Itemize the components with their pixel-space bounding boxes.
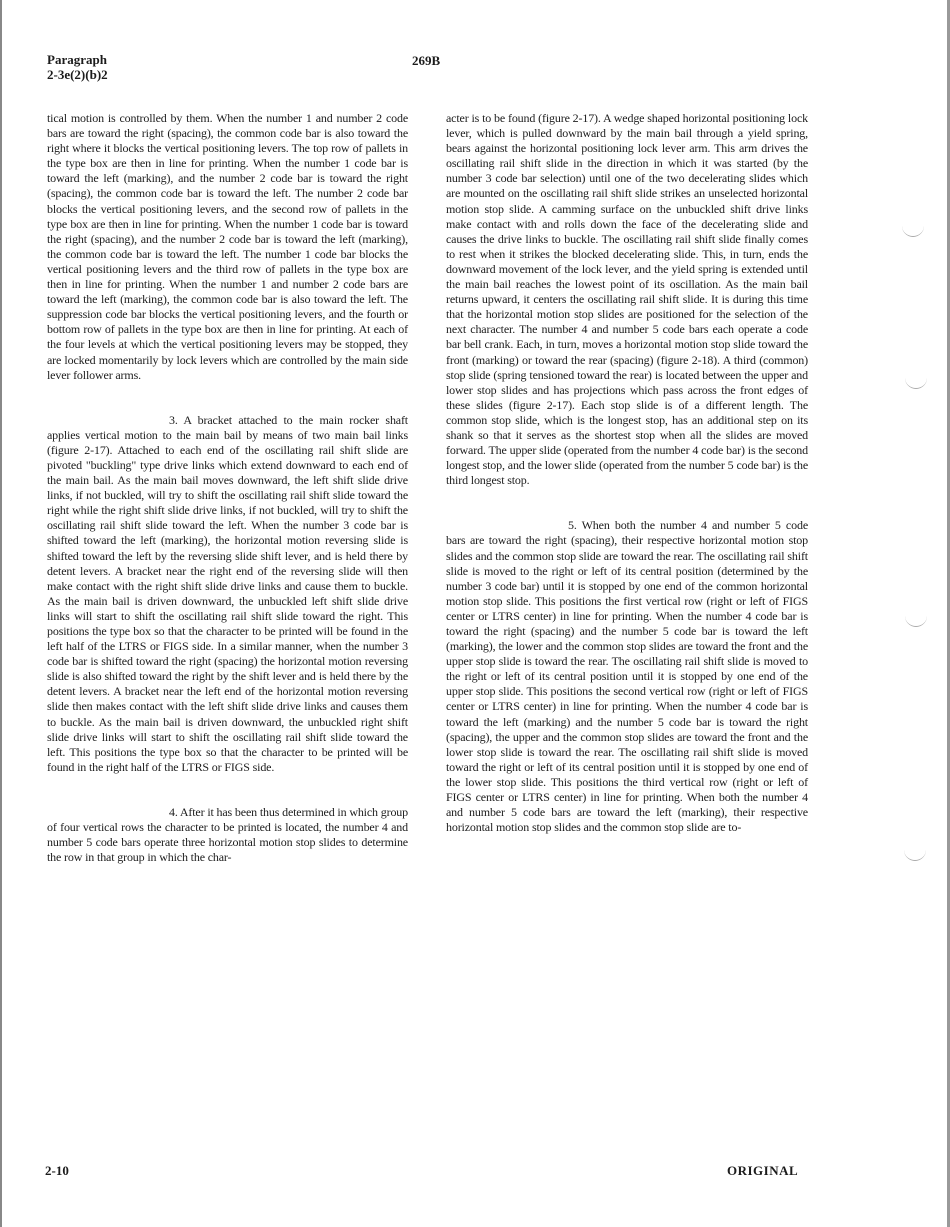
- margin-mark: [904, 850, 926, 861]
- right-paragraph-2: 5. When both the number 4 and number 5 code bars are toward the right (spacing), their respective horizontal motion stop slides and the common stop slide are toward the rear. The oscillating rail shift slide is moved to the right or left of its central position (determined by the number 3 code bar) until it is stopped by one end of the common horizontal motion stop slide. This positions the first vertical row (right or left of FIGS center or LTRS center) in line for printing. When the number 4 code bar is toward the right (spacing) and the number 5 code bar is toward the left (marking), the lower and the common stop slides are toward the front and the upper stop slide is toward the rear. The oscillating rail shift slide is moved to the right or left of its central position until it is stopped by one end of the upper stop slide. This positions the second vertical row (right or left of FIGS center or LTRS center) in line for printing. When the number 4 code bar is toward the left (marking) and the number 5 code bar is toward the right (spacing), the upper and the common stop slides are toward the front and the lower stop slide is toward the rear. The oscillating rail shift slide is moved toward the right or left of its central position until it is stopped by one end of the lower stop slide. This positions the third vertical row (right or left of FIGS center or LTRS center) in line for printing. When both the number 4 and number 5 code bars are toward the left (marking), their respective horizontal motion stop slides and the common stop slide are to-: [446, 518, 808, 835]
- paragraph-label: Paragraph: [47, 52, 107, 67]
- left-column: [47, 111, 408, 865]
- left-paragraph-3: 4. After it has been thus determined in which group of four vertical rows the character to be printed is located, the number 4 and number 5 code bars operate three horizontal motion stop slides to determine the row in that group in which the char-: [47, 804, 408, 865]
- left-paragraph-1: tical motion is controlled by them. When the number 1 and number 2 code bars are toward the right (spacing), the common code bar is also toward the right where it blocks the vertical positioning levers. The top row of pallets in the type box are then in line for printing. When the number 1 code bar is toward the left (marking), and the number 2 code bar is toward the right (spacing), the common code bar is toward the left. The number 2 code bar blocks the vertical positioning levers, and the second row of pallets in the type box are then in line for printing. When the number 1 code bar is toward the right (spacing), and the number 2 code bar is toward the left (marking), the common code bar is toward the left. The number 1 code bar blocks the vertical positioning levers and the third row of pallets in the type box are then in line for printing. When the number 1 and number 2 code bars are toward the left (marking), the common code bar is also toward the left. The suppression code bar blocks the vertical positioning levers, and the fourth or bottom row of pallets in the type box are then in line for printing. At each of the four levels at which the vertical positioning levers may be stopped, they are locked momentarily by lock levers which are controlled by the main side lever follower arms.: [47, 111, 408, 382]
- margin-mark: [905, 616, 927, 627]
- scan-edge-left: [0, 0, 2, 1227]
- right-column: [446, 111, 808, 835]
- left-paragraph-2: 3. A bracket attached to the main rocker shaft applies vertical motion to the main bail by means of two main bail links (figure 2-17). Attached to each end of the oscillating rail shift slide are pivoted "buckling" type drive links which extend downward to each end of the main bail. As the main bail moves downward, the left shift slide drive links, if not buckled, will try to shift the oscillating rail shift slide toward the right while the right shift slide drive links, if not buckled, will try to shift the oscillating rail shift slide toward the left. When the number 3 code bar is shifted toward the left (marking), the horizontal motion reversing slide is shifted toward the left by the reversing slide shift lever, and is held there by detent levers. A bracket near the right end of the reversing slide will then make contact with the right shift slide drive links and cause them to buckle. As the main bail is driven downward, the unbuckled left shift slide drive links will start to shift the oscillating rail shift slide toward the right. This positions the type box so that the character to be printed will be found in the left half of the LTRS or FIGS side. In a similar manner, when the number 3 code bar is shifted toward the right (spacing) the horizontal motion reversing slide is also shifted toward the right by the shift lever and is held there by the detent levers. A bracket near the left end of the horizontal motion reversing slide then makes contact with the left shift slide drive links and causes them to buckle. As the main bail is driven downward, the unbuckled right shift slide drive links will start to shift the oscillating rail shift slide toward the left. This positions the type box so that the character to be printed will be found in the right half of the LTRS or FIGS side.: [47, 412, 408, 774]
- publication-number: 269B: [412, 53, 441, 68]
- paragraph-reference: [47, 52, 108, 82]
- margin-mark: [902, 226, 924, 237]
- margin-mark: [905, 378, 927, 389]
- page-number: 2-10: [45, 1163, 69, 1178]
- paragraph-number: 2-3e(2)(b)2: [47, 67, 108, 82]
- edition-status: ORIGINAL: [727, 1163, 799, 1178]
- right-paragraph-1: acter is to be found (figure 2-17). A wedge shaped horizontal positioning lock lever, which is pulled downward by the main bail through a yield spring, bears against the horizontal positioning lock lever arm. This arm drives the oscillating rail shift slide in the direction in which it was started (by the number 3 code bar selection) until one of the two decelerating slides which are mounted on the oscillating rail shift slide strikes an unselected horizontal motion stop slide. A camming surface on the unbuckled shift drive links make contact with and rolls down the face of the decelerating slide and causes the drive links to buckle. The oscillating rail shift slide finally comes to rest when it strikes the blocked decelerating slide. This, in turn, ends the downward movement of the lock lever, and the yield spring is extended until the main bail reaches the lowest point of its oscillation. As the main bail returns upward, it centers the oscillating rail shift slide. It is during this time that the horizontal motion stop slides are positioned for the selection of the next character. The number 4 and number 5 code bars each operate a code bar bell crank. Each, in turn, moves a horizontal motion stop slide toward the front (marking) or toward the rear (spacing) (figure 2-18). A third (common) stop slide (spring tensioned toward the rear) is located between the upper and lower stop slides and has projections which pass across the front edges of these slides (figure 2-17). Each stop slide is of a different length. The common stop slide, which is the longest stop, has an additional step on its shank so that it serves as the shortest stop when all the slides are moved forward. The upper slide (operated from the number 4 code bar) is the second longest stop, and the lower slide (operated from the number 5 code bar) is the third longest stop.: [446, 111, 808, 488]
